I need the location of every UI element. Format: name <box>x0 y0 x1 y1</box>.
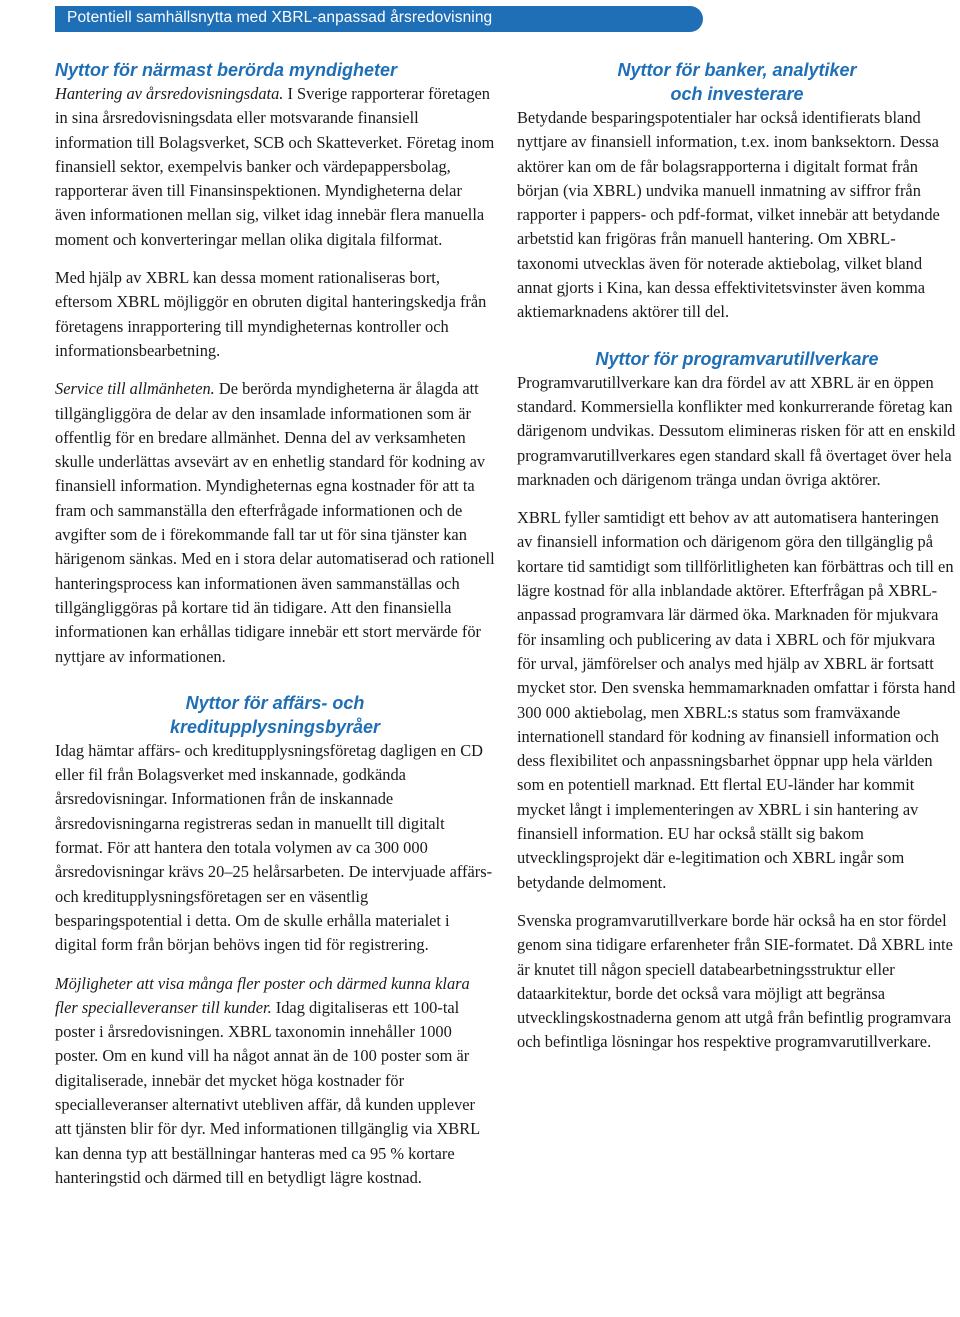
paragraph-credit-bureaus: Idag hämtar affärs- och kreditupplysningsföretag dagligen en CD eller fil från Bolagsverket med inskannade, godkända årsredovisningar. Informationen från de inskannade årsredovisningarna registreras sedan in manuellt till digitalt format. För att hantera den totala volymen av ca 300 000 årsredovisningar krävs 20–25 helårsarbeten. De intervjuade affärs- och kreditupplysningsföretagen ser en väsentlig besparingspotential i detta. Om de skulle erhålla materialet i digital form från början behövs ingen tid för registrering. <box>55 740 493 955</box>
heading-authorities: Nyttor för närmast berörda myndigheter <box>55 60 398 80</box>
paragraph-annual-report-handling: Hantering av årsredovisningsdata. I Sverige rapporterar företagen in sina årsredovisningsdata eller motsvarande finansiell information till Bolagsverket, SCB och Skatteverket. Företag inom finansiell sektor, exempelvis banker och värdepappersbolag, rapporterar även till Finansinspektionen. Myndigheterna delar även informationen mellan sig, vilket idag innebär flera manuella moment och konverteringar mellan olika digitala filformat. <box>55 84 495 249</box>
lead-more-posts: Möjligheter att visa många fler poster och därmed kunna klara fler specialleveranser till kunder. <box>55 973 470 1017</box>
banner-title: Potentiell samhällsnytta med XBRL-anpassad årsredovisning <box>67 9 493 26</box>
right-column <box>517 58 957 1055</box>
paragraph-more-posts: Möjligheter att visa många fler poster och därmed kunna klara fler specialleveranser till kunder. Idag digitaliseras ett 100-tal poster i årsredovisningen. XBRL taxonomin innehåller 1000 poster. Om en kund vill ha något annat än de 100 poster som är digitaliserade, innebär det mycket höga kostnader för specialleveranser alternativt utebliven affär, då kunden upplever att tjänsten blir för dyr. Med informationen tillgänglig via XBRL kan denna typ att beställningar hanteras med ca 95 % kortare hanteringstid och därmed till en betydligt lägre kostnad. <box>55 973 480 1187</box>
paragraph-xbrl-rationalize: Med hjälp av XBRL kan dessa moment rationaliseras bort, eftersom XBRL möjliggör en obruten digital hanteringskedja från företagens inrapportering till myndigheternas kontroller och informationsbearbetning. <box>55 268 487 360</box>
section-banner <box>55 6 703 32</box>
paragraph-banks-analysts: Betydande besparingspotentialer har också identifierats bland nyttjare av finansiell information, t.ex. inom banksektorn. Dessa aktörer kan om de får bolagsrapporterna i digitalt format från början (via XBRL) undvika manuell inmatning av siffror från rapporter i pappers- och pdf-format, vilket innebär att betydande arbetstid kan frigöras från manuell hantering. Om XBRL-taxonomi utvecklas även för noterade aktiebolag, vilket bland annat gjorts i Kina, kan dessa effektivitetsvinster även komma aktiemarknadens aktörer till del. <box>517 108 940 322</box>
heading-credit-bureaus: Nyttor för affärs- och kreditupplysningsbyråer <box>169 692 381 737</box>
paragraph-market: XBRL fyller samtidigt ett behov av att automatisera hanteringen av finansiell information och därigenom göra den tillgänglig på kortare tid samtidigt som tillförlitligheten kan förbättras och till en lägre kostnad för alla inblandade aktörer. Efterfrågan på XBRL-anpassad programvara lär därmed öka. Marknaden för mjukvara för insamling och publicering av data i XBRL och för mjukvara för urval, jämförelser och analys med hjälp av XBRL är fortsatt mycket stor. Den svenska hemmamarknaden omfattar i första hand 300 000 aktiebolag, men XBRL:s status som framväxande internationell standard för kodning av finansiell information och dess flexibilitet och anpassningsbarhet öppnar upp hela världen som en potentiell marknad. Ett flertal EU-länder har kommit mycket långt i implementeringen av XBRL i sin hantering av finansiell information. EU har också ställt sig bakom utvecklingsprojekt där e-legitimation och XBRL ingår som betydande delmoment. <box>517 508 956 892</box>
paragraph-public-service: Service till allmänheten. De berörda myndigheterna är ålagda att tillgängliggöra de delar av den insamlade informationen som är offentlig för en bredare allmänhet. Denna del av verksamheten skulle underlättas avsevärt av en enhetlig standard för kodning av finansiell information. Myndigheternas egna kostnader för att ta fram och sammanställa den efterfrågade informationen och de avgifter som de i förekommande fall tar ut för sina tjänster kan härigenom sänkas. Med en i stora delar automatiserad och rationell hanteringsprocess kan informationen även sammanställas och tillgängliggöras på kortare tid än tidigare. Att den finansiella informationen kan erhållas tidigare innebär ett stort mervärde för nyttjare av informationen. <box>55 379 495 666</box>
lead-annual-report-handling: Hantering av årsredovisningsdata. <box>55 84 284 103</box>
heading-banks-analysts: Nyttor för banker, analytiker och investerare <box>617 60 857 104</box>
paragraph-open-standard: Programvarutillverkare kan dra fördel av att XBRL är en öppen standard. Kommersiella konflikter med konkurrerande företag kan därigenom undvikas. Dessutom elimineras risken för att en enskild programvarutillverkares egen standard skall få övertaget över hela marknaden och därigenom tränga undan övriga aktörer. <box>517 372 956 489</box>
paragraph-swedish-vendors: Svenska programvarutillverkare borde här också ha en stor fördel genom sina tidigare erfarenheter från SIE-formatet. Då XBRL inte är knutet till någon speciell databearbetningsstruktur eller dataarkitektur, borde det också vara möjligt att begränsa utvecklingskostnaderna genom att utgå från befintlig programvara och befintliga lösningar hos respektive programvarutillverkare. <box>517 910 953 1052</box>
lead-public-service: Service till allmänheten. <box>55 379 215 399</box>
left-column <box>55 58 495 1190</box>
heading-software-vendors: Nyttor för programvarutillverkare <box>595 348 879 369</box>
